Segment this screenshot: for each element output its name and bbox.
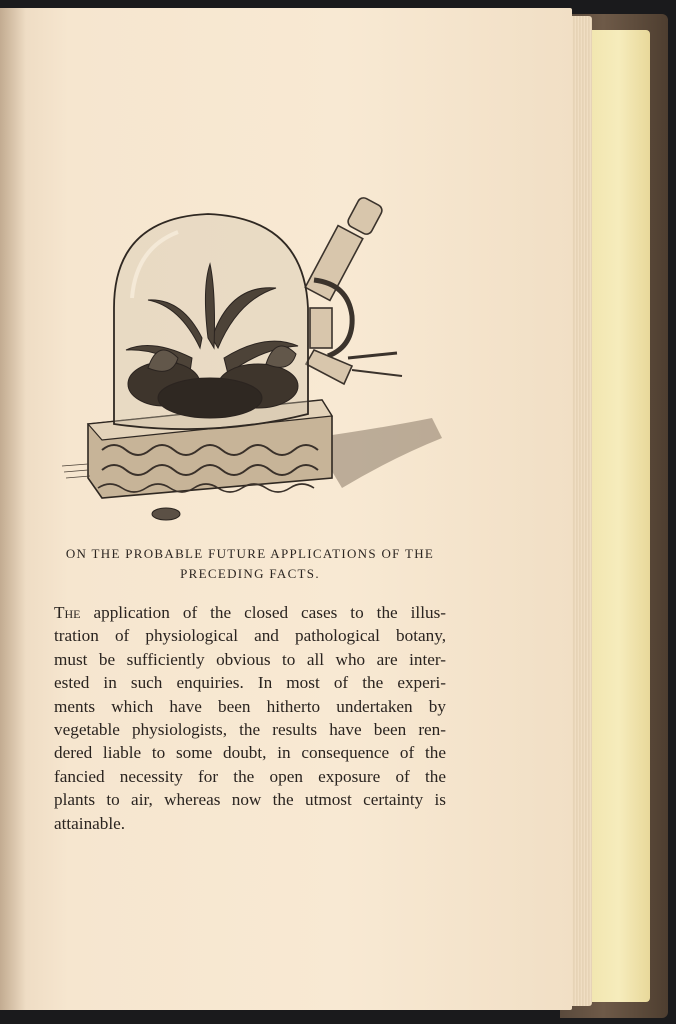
engraved-illustration bbox=[52, 188, 452, 528]
paragraph-line: plants to air, whereas now the utmost certainty is bbox=[54, 790, 446, 810]
paragraph-line: vegetable physiologists, the results have been ren- bbox=[54, 720, 446, 740]
paragraph-line: fancied necessity for the open exposure of the bbox=[54, 766, 446, 786]
gutter-shadow bbox=[0, 8, 26, 1010]
paragraph-line: must be sufficiently obvious to all who are inter- bbox=[54, 649, 446, 669]
first-line-rest: application of the closed cases to the illus- bbox=[80, 603, 446, 622]
microscope bbox=[305, 196, 402, 384]
paragraph-line: tration of physiological and pathological botany, bbox=[54, 626, 446, 646]
heading-line: ON THE PROBABLE FUTURE APPLICATIONS OF THE bbox=[65, 546, 435, 561]
paragraph-line: dered liable to some doubt, in consequence of the bbox=[54, 743, 446, 763]
paragraph-line: attainable. bbox=[54, 813, 126, 833]
heading-line: PRECEDING FACTS. bbox=[180, 566, 320, 581]
chapter-heading bbox=[40, 544, 460, 584]
paragraph-line: ments which have been hitherto undertaken by bbox=[54, 696, 446, 716]
first-word: The bbox=[54, 603, 81, 622]
paragraph-line: ested in such enquiries. In most of the experi- bbox=[54, 673, 446, 693]
small-object bbox=[152, 508, 180, 520]
paragraph bbox=[54, 601, 446, 835]
paragraph-line bbox=[54, 601, 446, 624]
